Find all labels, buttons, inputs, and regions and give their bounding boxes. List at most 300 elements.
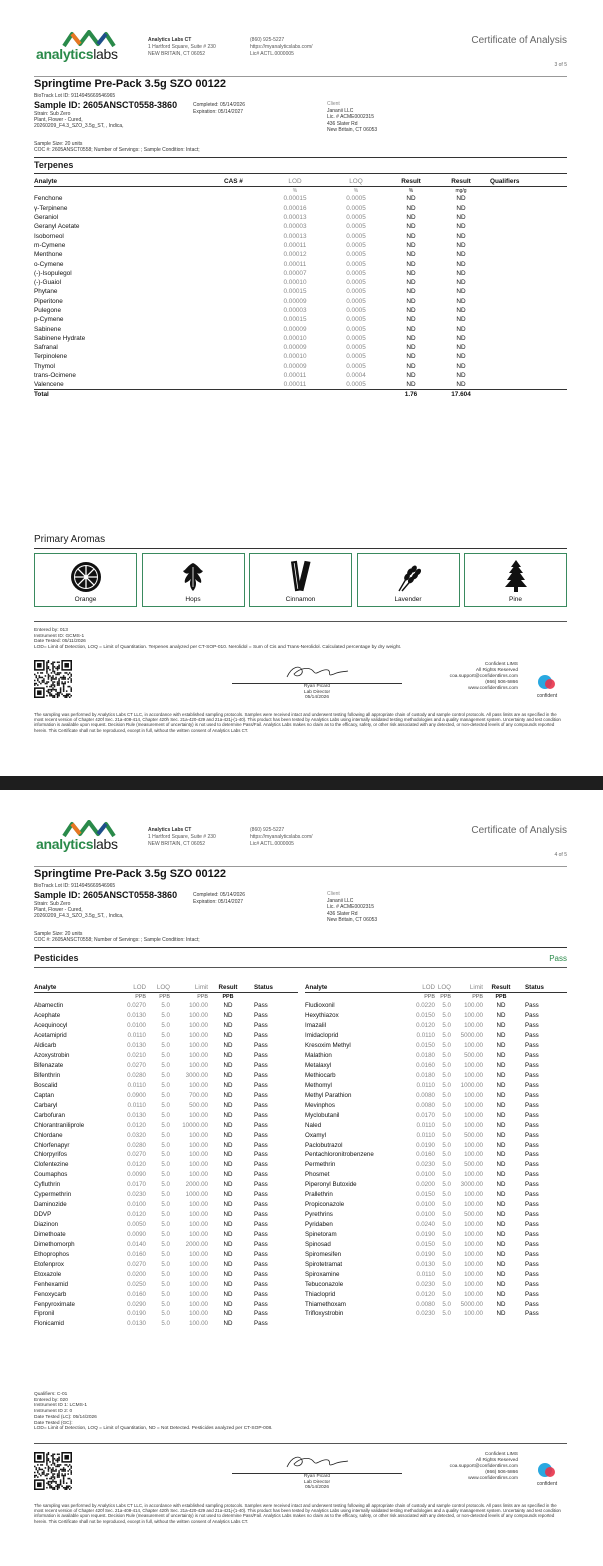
analyte-name: Fenchone (34, 195, 63, 203)
loq-value: 5.0 (161, 1002, 170, 1010)
table-row (34, 1031, 298, 1041)
client-license: Lic. # ACME0002315 (327, 114, 374, 120)
status-value: Pass (525, 1221, 539, 1229)
result-pct: ND (406, 297, 416, 305)
loq-value: 0.0005 (346, 353, 366, 361)
table-row (34, 231, 567, 240)
loq-value: 5.0 (442, 1240, 451, 1248)
loq-value: 0.0005 (346, 260, 366, 268)
table-row (305, 1289, 567, 1299)
loq-value: 5.0 (161, 1211, 170, 1219)
loq-value: 5.0 (442, 1171, 451, 1179)
analytics-labs-logo (36, 820, 118, 852)
lod-value: 0.0200 (127, 1270, 146, 1278)
analyte-name: Chlorpyrifos (34, 1151, 68, 1159)
lod-value: 0.00007 (283, 269, 307, 277)
limit-value: 100.00 (189, 1310, 208, 1318)
result-pct: ND (406, 288, 416, 296)
cas-number (224, 231, 264, 240)
status-value: Pass (254, 1052, 268, 1060)
status-value: Pass (254, 1071, 268, 1079)
lims-url[interactable]: www.confidentlims.com (468, 686, 518, 691)
loq-value: 5.0 (161, 1201, 170, 1209)
result-value: ND (496, 1250, 506, 1258)
result-value: ND (496, 1121, 506, 1129)
table-row (305, 1170, 567, 1180)
limit-value: 500.00 (464, 1161, 483, 1169)
limit-value: 2000.00 (185, 1240, 208, 1248)
analyte-name: Safranal (34, 344, 58, 352)
lims-email[interactable]: coa.support@confidentlims.com (449, 1464, 518, 1469)
lims-line2: All Rights Reserved (475, 668, 518, 673)
table-row (34, 1299, 298, 1309)
loq-value: 5.0 (442, 1032, 451, 1040)
cas-number (224, 222, 264, 231)
qualifier (486, 213, 567, 222)
result-value: ND (223, 1300, 233, 1308)
lod-value: 0.0090 (127, 1171, 146, 1179)
table-row (305, 1001, 567, 1011)
result-pct: ND (406, 316, 416, 324)
logo-text-a: analytics (36, 836, 94, 852)
lod-value: 0.0240 (416, 1221, 435, 1229)
status-value: Pass (525, 1052, 539, 1060)
limit-value: 5000.00 (460, 1032, 483, 1040)
table-row (305, 1140, 567, 1150)
result-value: ND (223, 1191, 233, 1199)
table-row (34, 1100, 298, 1110)
batch-id: 20260209_F4.3_SZO_3.5g_ST, , Indica, (34, 913, 124, 919)
sample-size: Sample Size: 20 units (34, 931, 83, 937)
lod-value: 0.0130 (127, 1111, 146, 1119)
product-meta (34, 111, 124, 129)
lod-value: 0.0100 (127, 1201, 146, 1209)
date-tested-lc: Date Tested (LC): 05/14/2026 (34, 1414, 97, 1420)
result-mg: ND (456, 232, 466, 240)
col-cas: CAS # (224, 177, 243, 185)
result-pct: ND (406, 269, 416, 277)
result-value: ND (496, 1211, 506, 1219)
analyte-name: Geraniol (34, 214, 59, 222)
status-value: Pass (525, 1310, 539, 1318)
lab-name: Analytics Labs CT (148, 37, 192, 43)
table-row (305, 1120, 567, 1130)
limit-value: 100.00 (464, 1201, 483, 1209)
qualifier (486, 380, 567, 389)
analyte-name: Ethoprophos (34, 1250, 70, 1258)
lod-value: 0.0250 (127, 1280, 146, 1288)
table-row (34, 1071, 298, 1081)
qualifier (486, 334, 567, 343)
lod-value: 0.00011 (283, 372, 307, 380)
table-row (34, 278, 567, 287)
result-pct: ND (406, 195, 416, 203)
result-pct: ND (406, 223, 416, 231)
lod-value: 0.0140 (127, 1240, 146, 1248)
result-value: ND (223, 1181, 233, 1189)
lod-value: 0.0270 (127, 1002, 146, 1010)
lod-value: 0.0190 (416, 1141, 435, 1149)
col-limit: Limit (194, 984, 208, 992)
qualifier (486, 231, 567, 240)
qualifiers: Qualifiers: C-01 (34, 1392, 68, 1397)
table-row (34, 297, 567, 306)
lod-value: 0.0120 (127, 1211, 146, 1219)
table-row (305, 1190, 567, 1200)
analyte-name: Cypermethrin (34, 1191, 72, 1199)
lod-value: 0.00015 (283, 316, 307, 324)
table-row (34, 250, 567, 259)
result-pct: ND (406, 372, 416, 380)
loq-value: 5.0 (442, 1052, 451, 1060)
loq-value: 0.0005 (346, 316, 366, 324)
confident-brand: confident (536, 693, 558, 699)
result-mg: ND (456, 269, 466, 277)
loq-value: 5.0 (161, 1230, 170, 1238)
table-row (34, 352, 567, 361)
result-mg: ND (456, 372, 466, 380)
lab-phone: (860) 925-5227 (250, 827, 285, 833)
lod-value: 0.0160 (127, 1250, 146, 1258)
status-value: Pass (525, 1022, 539, 1030)
limit-value: 100.00 (464, 1062, 483, 1070)
table-row (34, 1319, 298, 1329)
limit-value: 500.00 (464, 1211, 483, 1219)
table-row (34, 306, 567, 315)
loq-value: 5.0 (161, 1101, 170, 1109)
qualifier (486, 297, 567, 306)
analyte-name: DDVP (34, 1211, 52, 1219)
analyte-name: Etoxazole (34, 1270, 62, 1278)
legend-note: LOD= Limit of Detection, LOQ = Limit of Quantitation, ND = Not Detected. Pesticides analyzed per CT-SOP-008. (34, 1426, 273, 1432)
status-value: Pass (525, 1240, 539, 1248)
status-value: Pass (254, 1230, 268, 1238)
loq-value: 5.0 (161, 1081, 170, 1089)
analyte-name: Propiconazole (305, 1201, 345, 1209)
coc-info: COC #: 2605ANSCT0558; Number of Servings: ; Sample Condition: Intact; (34, 937, 200, 943)
lod-value: 0.00011 (283, 381, 307, 389)
section-title-terpenes: Terpenes (34, 160, 74, 170)
analyte-name: Phosmet (305, 1171, 330, 1179)
limit-value: 100.00 (189, 1052, 208, 1060)
lod-value: 0.0100 (416, 1201, 435, 1209)
result-value: ND (223, 1221, 233, 1229)
loq-value: 0.0005 (346, 195, 366, 203)
loq-value: 0.0005 (346, 204, 366, 212)
result-value: ND (223, 1171, 233, 1179)
analyte-name: Oxamyl (305, 1131, 326, 1139)
loq-value: 0.0005 (346, 344, 366, 352)
loq-value: 5.0 (442, 1042, 451, 1050)
lod-value: 0.0230 (416, 1161, 435, 1169)
limit-value: 100.00 (189, 1161, 208, 1169)
result-pct: ND (406, 362, 416, 370)
table-row (305, 1210, 567, 1220)
loq-value: 5.0 (161, 1071, 170, 1079)
status-value: Pass (254, 1131, 268, 1139)
result-value: ND (496, 1310, 506, 1318)
aroma-label-cinnamon: Cinnamon (285, 596, 316, 603)
aroma-card-hops (142, 553, 245, 607)
qualifier (486, 241, 567, 250)
lod-value: 0.0280 (127, 1141, 146, 1149)
completed-date: Completed: 05/14/2026 (193, 892, 245, 898)
analyte-name: Daminozide (34, 1201, 67, 1209)
lod-value: 0.0110 (416, 1121, 435, 1129)
status-value: Pass (254, 1012, 268, 1020)
analyte-name: Flonicamid (34, 1320, 64, 1328)
lod-value: 0.00003 (283, 307, 307, 314)
aroma-label-pine: Pine (508, 596, 522, 603)
expiration-date: Expiration: 05/14/2027 (193, 899, 244, 905)
lab-license: Lic# ACTL.0000005 (250, 841, 294, 847)
lod-value: 0.0120 (127, 1121, 146, 1129)
limit-value: 100.00 (464, 1250, 483, 1258)
unit-result-pct: % (408, 187, 414, 194)
status-value: Pass (525, 1081, 539, 1089)
lod-value: 0.00012 (283, 251, 307, 259)
limit-value: 100.00 (189, 1230, 208, 1238)
table-row (34, 1239, 298, 1249)
unit-result: PPB (495, 994, 507, 1001)
lod-value: 0.0110 (127, 1032, 146, 1040)
lod-value: 0.0110 (416, 1032, 435, 1040)
loq-value: 5.0 (442, 1022, 451, 1030)
lims-url[interactable]: www.confidentlims.com (468, 1476, 518, 1481)
table-row (34, 1080, 298, 1090)
cas-number (224, 213, 264, 222)
analyte-name: Sabinene Hydrate (34, 334, 86, 342)
limit-value: 100.00 (189, 1042, 208, 1050)
loq-value: 5.0 (161, 1022, 170, 1030)
aroma-label-lavender: Lavender (394, 596, 422, 603)
limit-value: 1000.00 (185, 1191, 208, 1199)
limit-value: 100.00 (189, 1062, 208, 1070)
loq-value: 5.0 (161, 1121, 170, 1129)
lod-value: 0.0110 (416, 1081, 435, 1089)
result-value: ND (496, 1002, 506, 1010)
lab-url[interactable]: https://myanalyticslabs.com/ (250, 834, 313, 840)
sample-id: Sample ID: 2605ANSCT0558-3860 (34, 100, 178, 110)
analyte-name: Imidacloprid (305, 1032, 339, 1040)
status-value: Pass (525, 1230, 539, 1238)
status-value: Pass (525, 1161, 539, 1169)
qr-code[interactable] (34, 660, 72, 698)
analyte-name: Paclobutrazol (305, 1141, 343, 1149)
qualifier (486, 287, 567, 296)
analyte-name: Permethrin (305, 1161, 336, 1169)
loq-value: 5.0 (442, 1151, 451, 1159)
status-value: Pass (254, 1221, 268, 1229)
limit-value: 100.00 (189, 1002, 208, 1010)
limit-value: 100.00 (464, 1260, 483, 1268)
analyte-name: Myclobutanil (305, 1111, 340, 1119)
limit-value: 100.00 (464, 1091, 483, 1099)
table-row (34, 1230, 298, 1240)
lab-contact (250, 827, 313, 848)
lab-address-line1: 1 Hartford Square, Suite # 230 (148, 44, 216, 50)
table-row (34, 204, 567, 213)
status-value: Pass (525, 1111, 539, 1119)
analyte-name: Methiocarb (305, 1071, 336, 1079)
lod-value: 0.00009 (283, 362, 307, 370)
limit-value: 100.00 (189, 1300, 208, 1308)
table-row (34, 1090, 298, 1100)
lod-value: 0.0100 (127, 1022, 146, 1030)
status-value: Pass (254, 1181, 268, 1189)
loq-value: 5.0 (442, 1002, 451, 1010)
result-value: ND (223, 1230, 233, 1238)
qualifier (486, 371, 567, 380)
signer-title: Lab Director (303, 1479, 331, 1485)
qualifier (486, 194, 567, 203)
result-value: ND (496, 1141, 506, 1149)
status-value: Pass (254, 1062, 268, 1070)
status-value: Pass (254, 1240, 268, 1248)
result-pct: ND (406, 204, 416, 212)
limit-value: 100.00 (189, 1201, 208, 1209)
col-result: Result (491, 984, 511, 992)
cas-number (224, 259, 264, 268)
result-mg: ND (456, 241, 466, 249)
qualifier (486, 278, 567, 287)
col-limit: Limit (469, 984, 483, 992)
table-row (305, 1130, 567, 1140)
lod-value: 0.0270 (127, 1260, 146, 1268)
loq-value: 5.0 (161, 1221, 170, 1229)
product-type: Plant, Flower - Cured, (34, 907, 83, 913)
status-value: Pass (525, 1012, 539, 1020)
analyte-name: (-)-Guaiol (34, 279, 61, 287)
client-license: Lic. # ACME0002315 (327, 904, 374, 910)
limit-value: 100.00 (189, 1012, 208, 1020)
loq-value: 5.0 (161, 1161, 170, 1169)
result-value: ND (223, 1081, 233, 1089)
result-mg: ND (456, 260, 466, 268)
result-value: ND (496, 1201, 506, 1209)
result-pct: ND (406, 334, 416, 342)
col-lod: LOD (288, 177, 302, 185)
limit-value: 10000.00 (182, 1121, 208, 1129)
analyte-name: Carbofuran (34, 1111, 65, 1119)
status-value: Pass (525, 1062, 539, 1070)
result-value: ND (496, 1181, 506, 1189)
page2-notes (34, 1392, 273, 1432)
table-row (34, 1011, 298, 1021)
table-row (34, 1190, 298, 1200)
date-tested: Date Tested: 05/11/2026 (34, 639, 86, 645)
table-row (305, 1110, 567, 1120)
cas-number (224, 241, 264, 250)
lod-value: 0.00003 (283, 223, 307, 231)
orange-slice-icon (70, 561, 102, 593)
analyte-name: Thymol (34, 362, 55, 370)
status-value: Pass (254, 1211, 268, 1219)
signer-title: Lab Director (303, 689, 331, 695)
lab-address-line1: 1 Hartford Square, Suite # 230 (148, 834, 216, 840)
loq-value: 0.0005 (346, 288, 366, 296)
analyte-name: Thiacloprid (305, 1290, 336, 1298)
cas-number (224, 297, 264, 306)
lod-value: 0.0100 (416, 1211, 435, 1219)
analyte-name: Diazinon (34, 1221, 59, 1229)
lims-email[interactable]: coa.support@confidentlims.com (449, 674, 518, 679)
status-value: Pass (254, 1260, 268, 1268)
table-row (305, 1249, 567, 1259)
loq-value: 5.0 (161, 1052, 170, 1060)
limit-value: 100.00 (464, 1002, 483, 1010)
cas-number (224, 324, 264, 333)
analyte-name: Acephate (34, 1012, 61, 1020)
analyte-name: Thiamethoxam (305, 1300, 346, 1308)
analyte-name: Prallethrin (305, 1191, 333, 1199)
result-value: ND (496, 1042, 506, 1050)
analyte-name: Spiromesifen (305, 1250, 342, 1258)
table-row (305, 1230, 567, 1240)
limit-value: 100.00 (464, 1111, 483, 1119)
logo-text-a: analytics (36, 46, 94, 62)
analyte-name: Aldicarb (34, 1042, 57, 1050)
qr-code[interactable] (34, 1452, 72, 1490)
status-value: Pass (254, 1141, 268, 1149)
loq-value: 5.0 (161, 1151, 170, 1159)
analyte-name: Coumaphos (34, 1171, 68, 1179)
client-name: Jananii LLC (327, 107, 354, 114)
limit-value: 100.00 (189, 1022, 208, 1030)
limit-value: 100.00 (464, 1290, 483, 1298)
legend-note: LOD= Limit of Detection, LOQ = Limit of Quantitation. Terpenes analyzed per CT-SOP-010. Nerolidol = Sum of Cis and Trans-Nerolidol. Calculated percentage by dry weight. (34, 645, 402, 651)
loq-value: 5.0 (442, 1071, 451, 1079)
analyte-name: Naled (305, 1121, 322, 1129)
unit-loq: % (353, 187, 359, 194)
status-value: Pass (525, 1260, 539, 1268)
lod-value: 0.0170 (416, 1111, 435, 1119)
result-pct: ND (406, 381, 416, 389)
table-row (34, 1249, 298, 1259)
result-value: ND (223, 1211, 233, 1219)
result-value: ND (496, 1290, 506, 1298)
instrument-id: Instrument ID: GCMS-1 (34, 633, 85, 639)
biotrack-lot-id: BioTrack Lot ID: 9114945669546965 (34, 883, 116, 889)
limit-value: 5000.00 (460, 1300, 483, 1308)
result-value: ND (496, 1191, 506, 1199)
table-row (34, 1210, 298, 1220)
result-mg: ND (456, 214, 466, 222)
result-value: ND (223, 1101, 233, 1109)
lod-value: 0.0130 (416, 1260, 435, 1268)
table-row (305, 1269, 567, 1279)
lod-value: 0.00016 (283, 204, 307, 212)
status-value: Pass (254, 1290, 268, 1298)
lod-value: 0.00013 (283, 214, 307, 222)
limit-value: 100.00 (189, 1320, 208, 1328)
result-value: ND (223, 1320, 233, 1328)
table-row (34, 1110, 298, 1120)
analyte-name: trans-Ocimene (34, 372, 76, 380)
table-row (34, 315, 567, 324)
table-row (305, 1031, 567, 1041)
analyte-name: Spirotetramat (305, 1260, 343, 1268)
lab-url[interactable]: https://myanalyticslabs.com/ (250, 44, 313, 50)
loq-value: 5.0 (161, 1250, 170, 1258)
loq-value: 5.0 (442, 1131, 451, 1139)
table-row (34, 259, 567, 268)
total-label: Total (34, 390, 224, 399)
entered-by: Entered by: 020 (34, 1397, 68, 1403)
lod-value: 0.0170 (127, 1181, 146, 1189)
total-mg: 17.604 (436, 390, 486, 399)
table-row (305, 1239, 567, 1249)
